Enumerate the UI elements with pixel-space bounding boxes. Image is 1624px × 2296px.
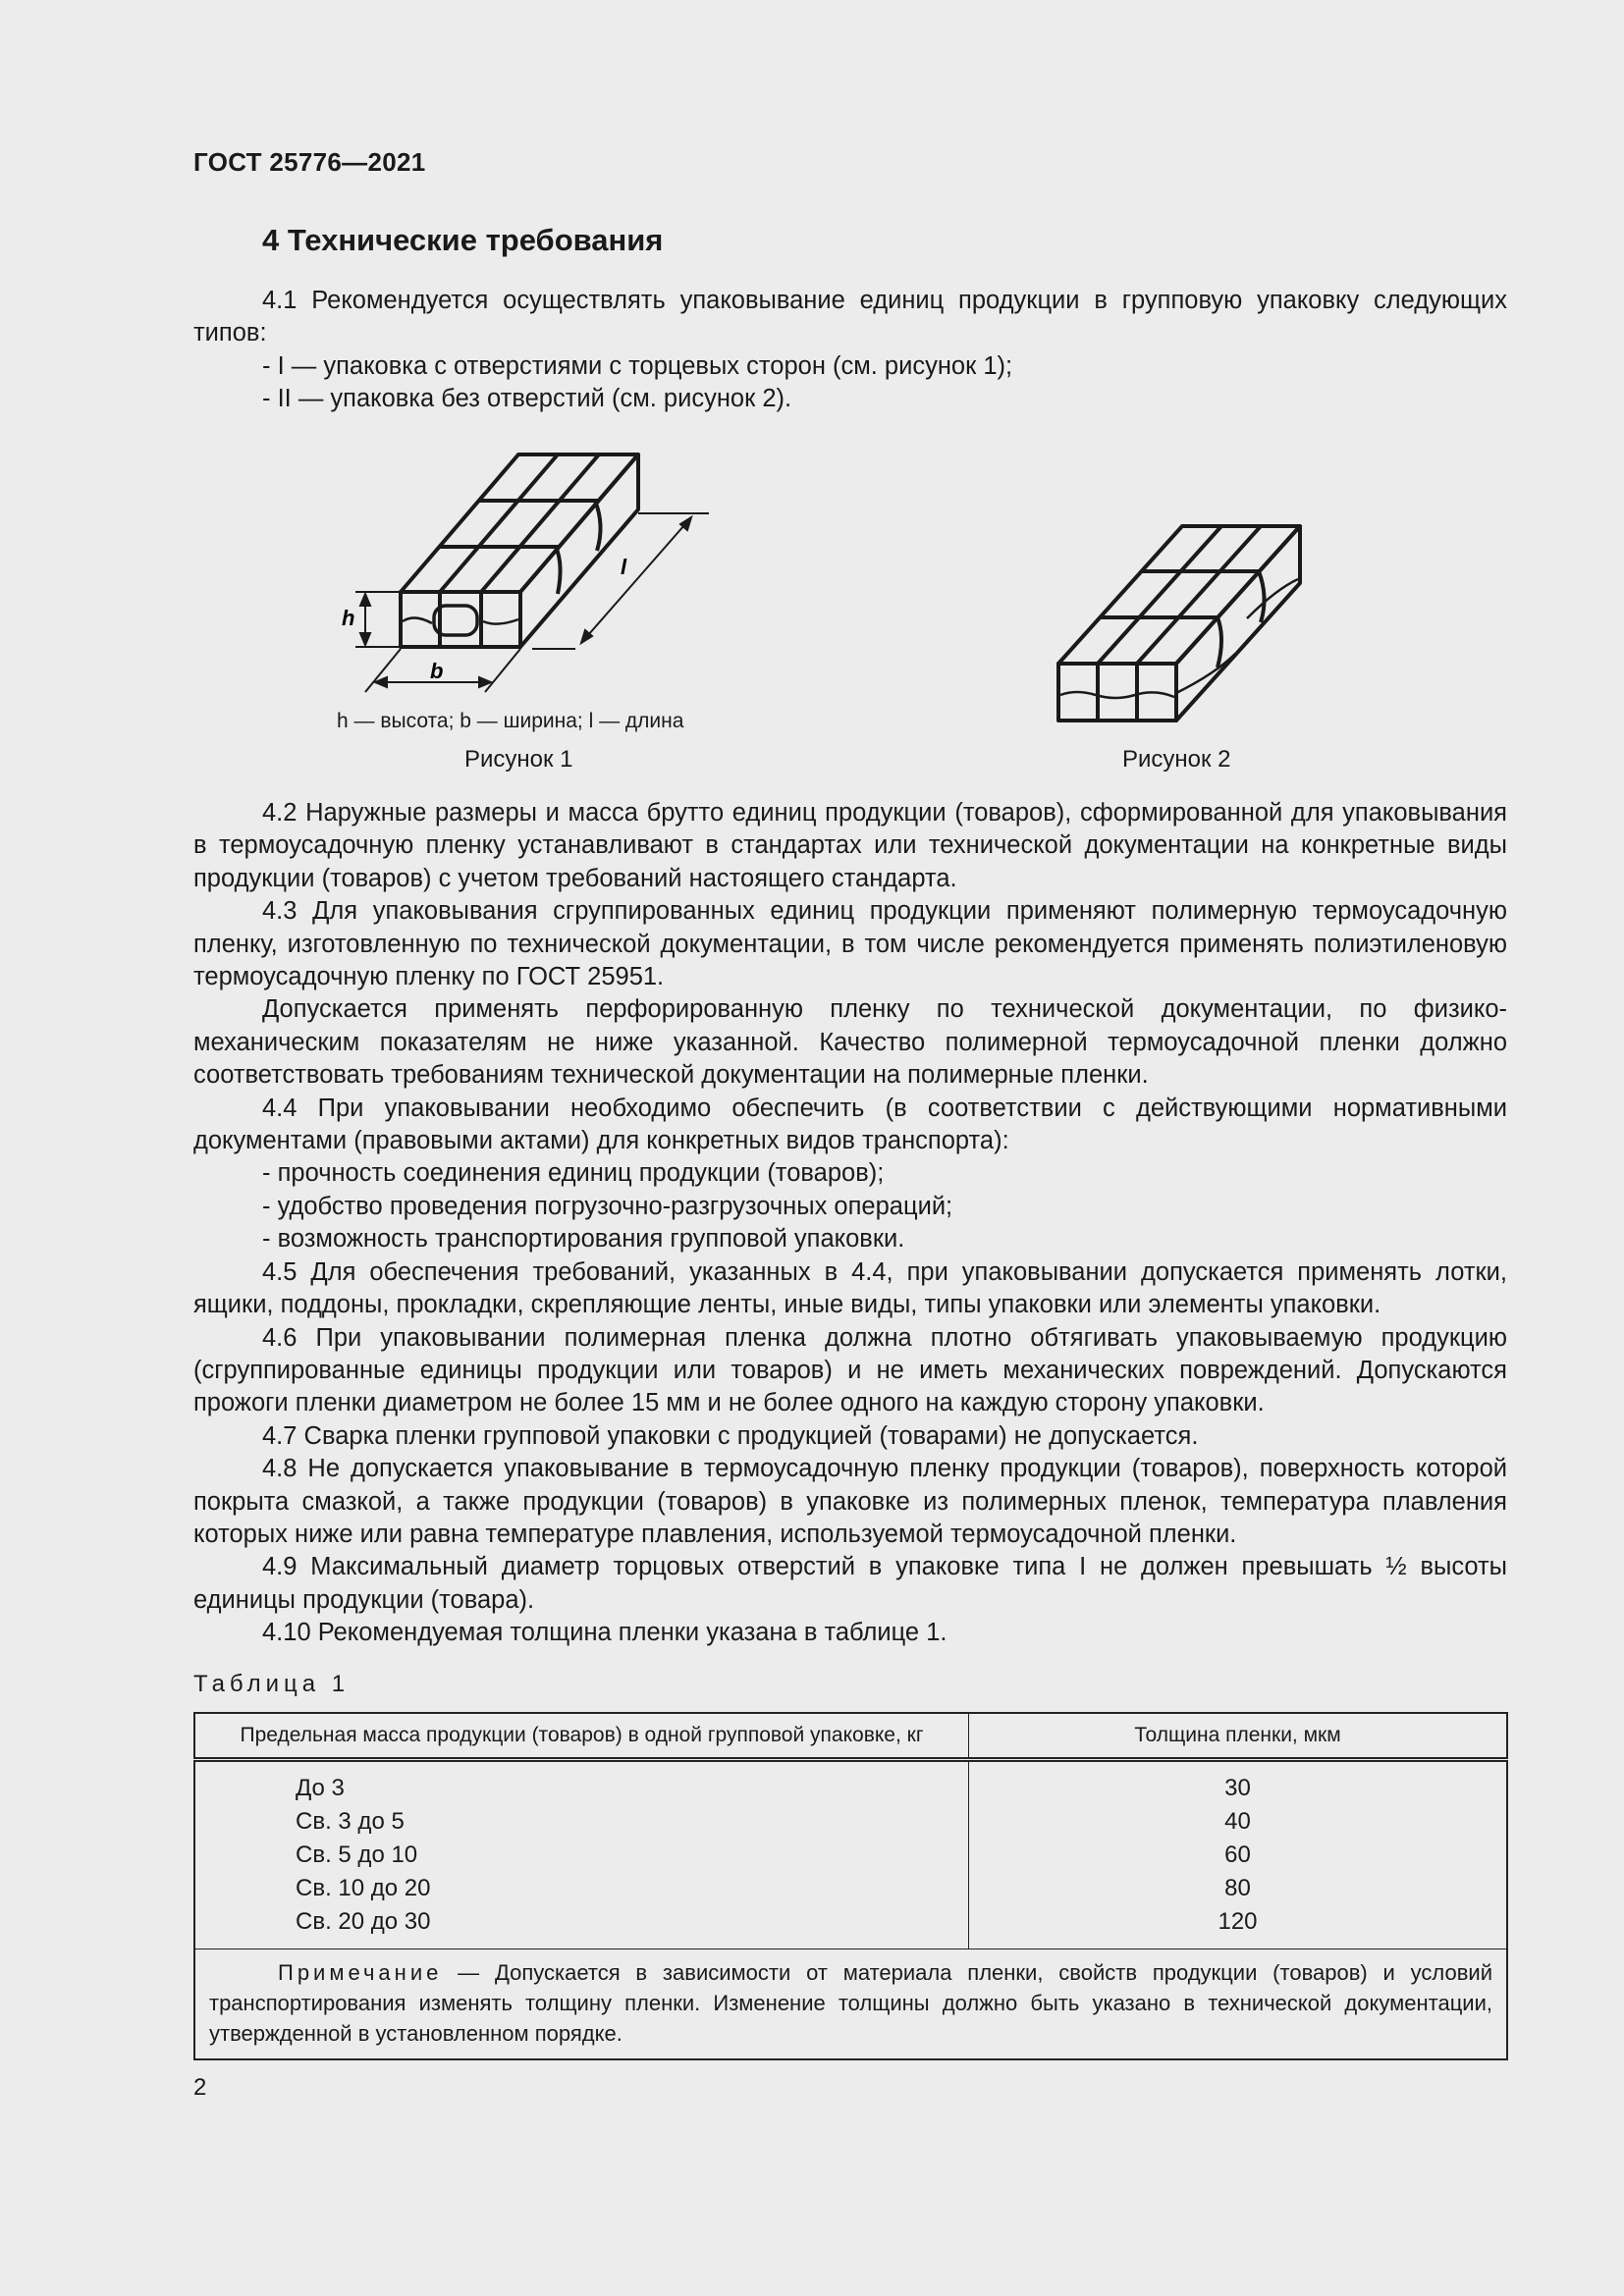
document-header: ГОСТ 25776—2021 (193, 147, 426, 177)
paragraph-4-7: 4.7 Сварка пленки групповой упаковки с продукцией (товарами) не допускается. (262, 1421, 1199, 1450)
cell-value: До 3 (296, 1775, 345, 1801)
paragraph-4-3-continued: Допускается применять перфорированную пленку по технической документации, по физико-механическим показателям не ниже указанной. Качество полимерной термоусадочной пленки должно соответствовать требованиям технической документации на полимерные пленки. (193, 995, 1507, 1090)
table-note-row (194, 1949, 1507, 2060)
figure-1-caption: Рисунок 1 (464, 746, 573, 773)
body-block (193, 797, 1507, 1650)
list-item: - I — упаковка с отверстиями с торцевых сторон (см. рисунок 1); (262, 351, 1013, 380)
paragraph-4-6: 4.6 При упаковывании полимерная пленка должна плотно обтягивать упаковываемую продукцию (сгруппированные единицы продукции или товаров) и не иметь механических повреждений. Допускаются прожоги пленки диаметром не более 15 мм и не более одного на каждую сторону упаковки. (193, 1323, 1507, 1417)
cell-value: Св. 5 до 10 (296, 1842, 418, 1868)
intro-block (193, 285, 1507, 416)
cell-value: 120 (1218, 1908, 1258, 1935)
cell-value: Св. 10 до 20 (296, 1875, 431, 1901)
figure-2-caption: Рисунок 2 (1122, 746, 1231, 773)
label-l: l (621, 555, 627, 579)
list-item: - прочность соединения единиц продукции (товаров); (262, 1159, 885, 1188)
cell-value: 80 (1224, 1875, 1251, 1901)
paragraph-4-2: 4.2 Наружные размеры и масса брутто единиц продукции (товаров), сформированной для упаковывания в термоусадочную пленку устанавливают в стандартах или технической документации на конкретные виды продукции (товаров) с учетом требований настоящего стандарта. (193, 799, 1507, 892)
label-b: b (430, 659, 444, 683)
table-note (194, 1949, 1507, 2060)
list-item: - возможность транспортирования групповой упаковки. (262, 1225, 905, 1254)
figure-1-legend: h — высота; b — ширина; l — длина (337, 710, 684, 732)
cell-value: Св. 20 до 30 (296, 1908, 431, 1935)
paragraph-4-1: 4.1 Рекомендуется осуществлять упаковывание единиц продукции в групповую упаковку следующих типов: (193, 287, 1507, 347)
paragraph-4-3: 4.3 Для упаковывания сгруппированных единиц продукции применяют полимерную термоусадочную пленку, изготовленную по технической документации, в том числе рекомендуется применять полиэтиленовую термоусадочную пленку по ГОСТ 25951. (193, 897, 1507, 991)
figure-2-drawing (1051, 520, 1306, 726)
note-label: Примечание (278, 1960, 443, 1985)
paragraph-4-8: 4.8 Не допускается упаковывание в термоусадочную пленку продукции (товаров), поверхность которой покрыта смазкой, а также продукции (товаров) в упаковке из полимерных пленок, температура плавления которых ниже или равна температуре плавления, используемой термоусадочной пленки. (193, 1455, 1507, 1548)
paragraph-4-9: 4.9 Максимальный диаметр торцовых отверстий в упаковке типа I не должен превышать ½ высоты единицы продукции (товара). (193, 1553, 1507, 1614)
list-item: - II — упаковка без отверстий (см. рисунок 2). (262, 385, 792, 413)
page-number: 2 (193, 2074, 207, 2101)
table-1 (193, 1712, 1508, 2060)
note-text: — Допускается в зависимости от материала пленки, свойств продукции (товаров) и условий транспортирования изменять толщину пленки. Изменение толщины должно быть указано в технической документации, утвержденной в установленном порядке. (209, 1960, 1492, 2046)
table-row (194, 1760, 1507, 1949)
cell-value: Св. 3 до 5 (296, 1808, 405, 1835)
paragraph-4-5: 4.5 Для обеспечения требований, указанных в 4.4, при упаковывании допускается применять лотки, ящики, поддоны, прокладки, скрепляющие ленты, иные виды, типы упаковки или элементы упаковки. (193, 1257, 1507, 1319)
section-title: 4 Технические требования (262, 223, 664, 257)
list-item: - удобство проведения погрузочно-разгрузочных операций; (262, 1192, 953, 1220)
cell-value: 40 (1224, 1808, 1251, 1835)
cell-value: 30 (1224, 1775, 1251, 1801)
table-cell-thickness (969, 1760, 1508, 1949)
cell-value: 60 (1224, 1842, 1251, 1868)
label-h: h (342, 606, 355, 630)
table-header: Толщина пленки, мкм (969, 1713, 1508, 1760)
table-cell-mass (194, 1760, 969, 1949)
table-header: Предельная масса продукции (товаров) в одной групповой упаковке, кг (194, 1713, 969, 1760)
table-label: Таблица 1 (193, 1671, 351, 1697)
paragraph-4-4: 4.4 При упаковывании необходимо обеспечить (в соответствии с действующими нормативными документами (правовыми актами) для конкретных видов транспорта): (193, 1094, 1507, 1155)
paragraph-4-10: 4.10 Рекомендуемая толщина пленки указана в таблице 1. (262, 1619, 947, 1647)
figure-1-drawing (324, 447, 717, 707)
